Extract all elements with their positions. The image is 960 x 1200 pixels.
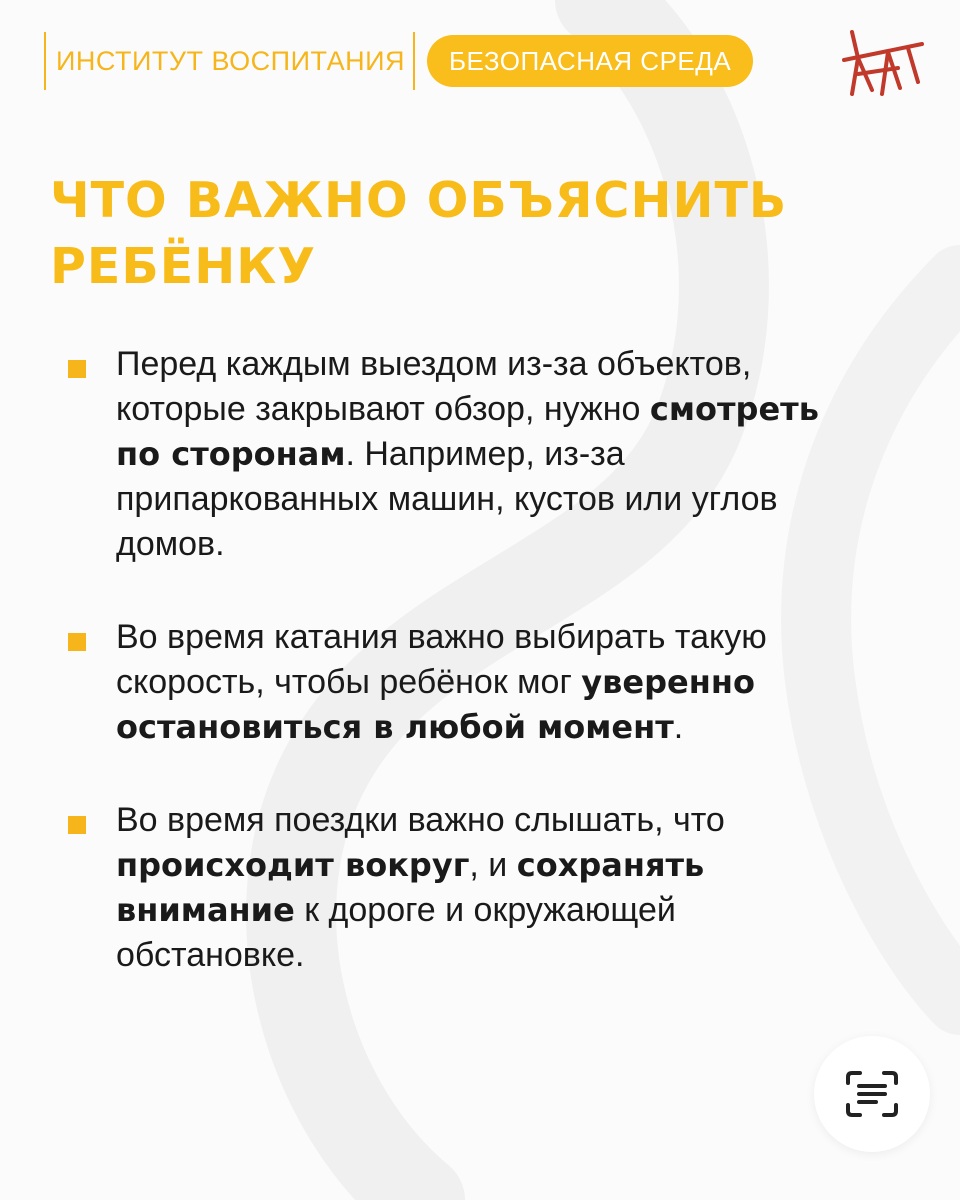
emphasis: происходит вокруг (116, 846, 470, 884)
emphasis: сохранять внимание (116, 846, 705, 929)
bullet-square-icon (68, 360, 86, 378)
chair-logo-icon (838, 24, 928, 100)
text-scan-button[interactable] (814, 1036, 930, 1152)
header (44, 32, 753, 90)
header-divider-right (413, 32, 415, 90)
bullet-square-icon (68, 816, 86, 834)
list-item (68, 615, 888, 750)
bullet-square-icon (68, 633, 86, 651)
brand-name: ИНСТИТУТ ВОСПИТАНИЯ (56, 45, 405, 76)
list-item (68, 798, 888, 978)
title-line-2: РЕБЁНКУ (50, 238, 317, 295)
advice-list (68, 342, 888, 1026)
item-text: Во время катания важно выбирать такую скорость, чтобы ребёнок мог уверенно остановиться в любой момент. (116, 618, 767, 746)
emphasis: уверенно остановиться в любой момент (116, 663, 755, 746)
item-text: Во время поездки важно слышать, что происходит вокруг, и сохранять внимание к дороге и окружающей обстановке. (116, 801, 725, 974)
title-line-1: ЧТО ВАЖНО ОБЪЯСНИТЬ (50, 172, 788, 229)
item-text: Перед каждым выездом из-за объектов, которые закрывают обзор, нужно смотреть по сторонам. Например, из-за припаркованных машин, кустов или углов домов. (116, 345, 819, 563)
emphasis: смотреть по сторонам (116, 390, 819, 473)
text-scan-icon (844, 1069, 900, 1119)
list-item (68, 342, 888, 567)
category-badge: БЕЗОПАСНАЯ СРЕДА (427, 35, 753, 87)
page-title (50, 168, 910, 300)
